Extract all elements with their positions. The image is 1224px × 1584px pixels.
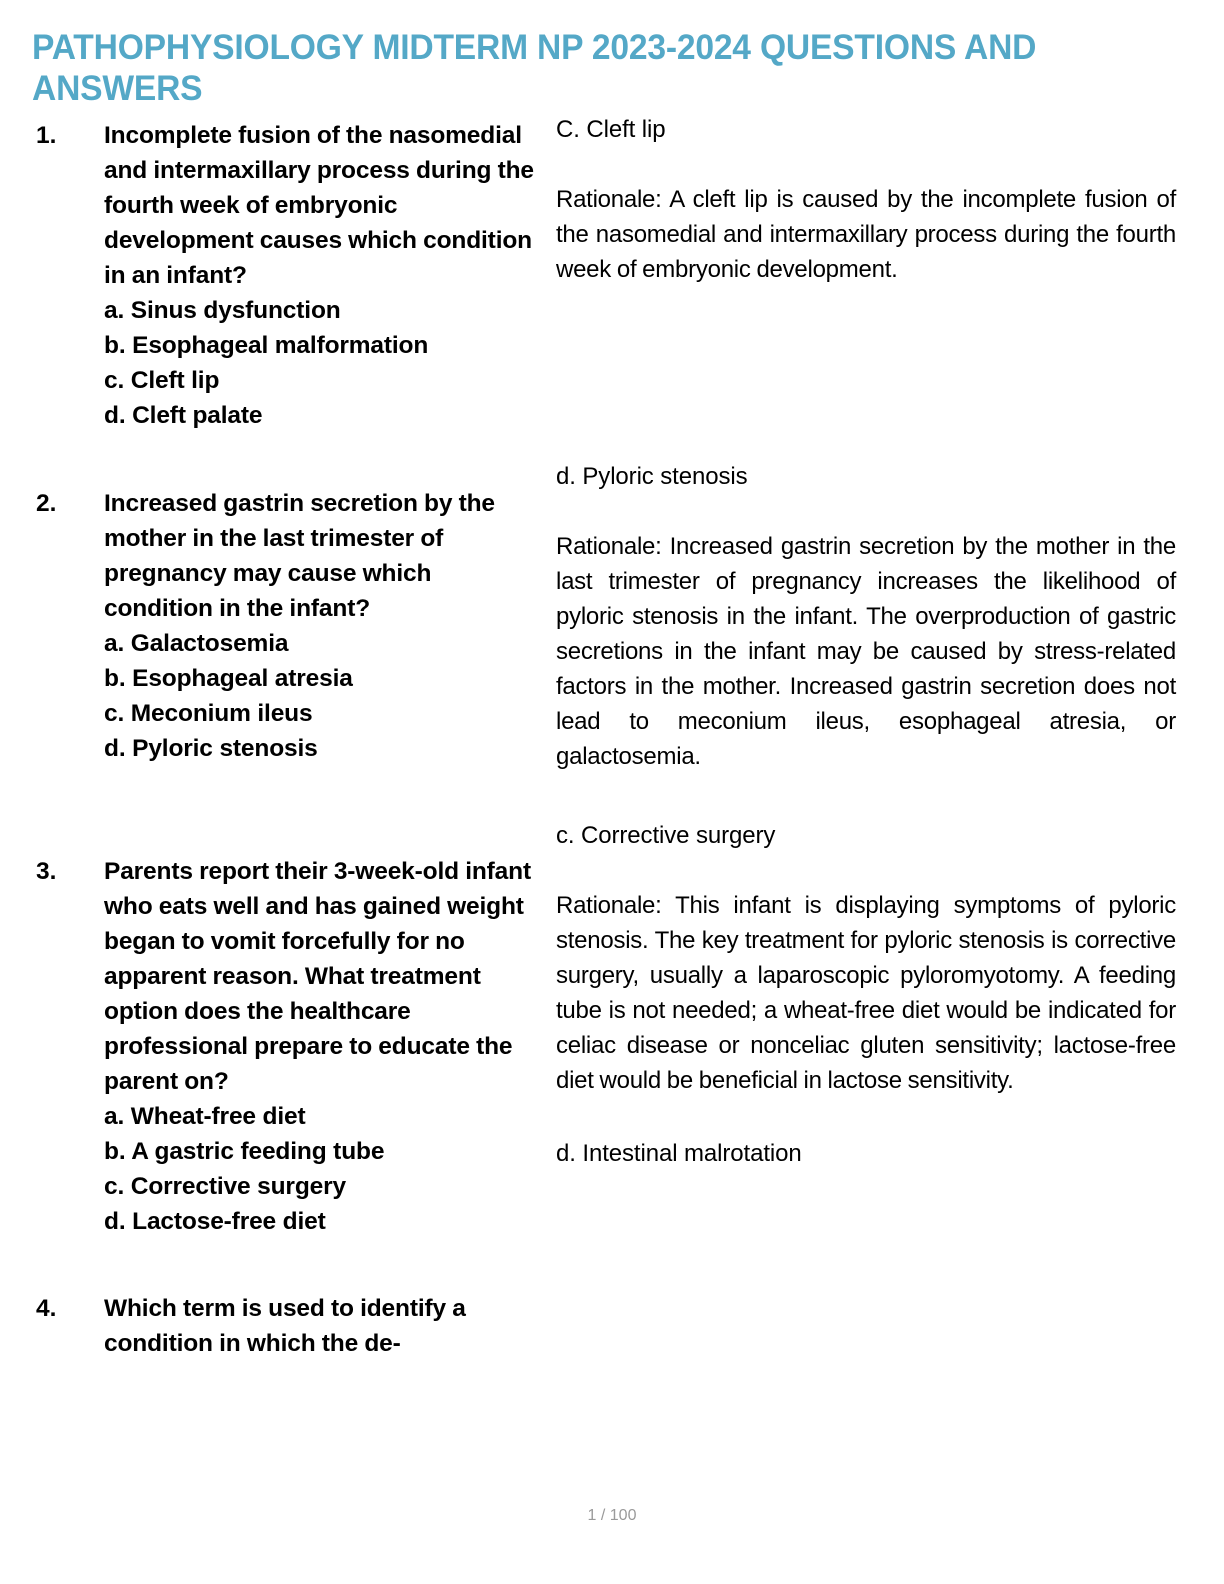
option-c[interactable]: c. Meconium ileus <box>104 700 313 727</box>
question-options <box>104 1099 544 1239</box>
option-d[interactable]: d. Pyloric stenosis <box>104 735 318 762</box>
answers-column <box>556 104 1176 1171</box>
answer-key: d. Pyloric stenosis <box>556 463 748 490</box>
questions-column <box>36 104 544 1361</box>
option-c[interactable]: c. Cleft lip <box>104 367 220 394</box>
answer-rationale: Rationale: This infant is displaying symptoms of pyloric stenosis. The key treatment for pyloric stenosis is corrective surgery, usually a laparoscopic pyloromyotomy. A feeding tube is not needed; a wheat-free diet would be indicated for celiac disease or nonceliac gluten sensitivity; lactose-free diet would be beneficial in lactose sensitivity. <box>556 892 1176 1094</box>
option-d[interactable]: d. Lactose-free diet <box>104 1208 326 1235</box>
question-number: 3. <box>36 858 57 885</box>
question-stem: Incomplete fusion of the nasomedial and intermaxillary process during the fourth week of embryonic development causes which condition in an infant? <box>104 122 534 289</box>
option-b[interactable]: b. A gastric feeding tube <box>104 1138 385 1165</box>
question-stem: Parents report their 3-week-old infant who eats well and has gained weight began to vomit forcefully for no apparent reason. What treatment option does the healthcare professional prepare to educate the parent on? <box>104 858 531 1095</box>
question-body <box>104 486 544 766</box>
spacer <box>556 494 1176 529</box>
answer-item <box>556 112 1176 287</box>
question-body <box>104 118 544 433</box>
option-b[interactable]: b. Esophageal atresia <box>104 665 353 692</box>
question-stem: Increased gastrin secretion by the mother in the last trimester of pregnancy may cause which condition in the infant? <box>104 490 495 622</box>
answer-key: d. Intestinal malrotation <box>556 1140 802 1167</box>
answer-key: c. Corrective surgery <box>556 822 776 849</box>
answer-key: C. Cleft lip <box>556 116 666 143</box>
answer-item <box>556 818 1176 1098</box>
option-a[interactable]: a. Wheat-free diet <box>104 1103 306 1130</box>
option-a[interactable]: a. Sinus dysfunction <box>104 297 341 324</box>
option-b[interactable]: b. Esophageal malformation <box>104 332 429 359</box>
answer-item <box>556 1136 1176 1171</box>
question-item <box>36 1291 544 1361</box>
question-number: 1. <box>36 122 57 149</box>
question-item <box>36 118 544 433</box>
answer-item <box>556 459 1176 774</box>
question-item <box>36 854 544 1239</box>
question-options <box>104 626 544 766</box>
question-body <box>104 1291 544 1361</box>
spacer <box>556 853 1176 888</box>
question-number: 4. <box>36 1295 57 1322</box>
spacer <box>556 147 1176 182</box>
page-title: PATHOPHYSIOLOGY MIDTERM NP 2023-2024 QUESTIONS AND ANSWERS <box>32 28 1037 109</box>
page-footer: 1 / 100 <box>587 1507 637 1524</box>
question-number: 2. <box>36 490 57 517</box>
answer-rationale: Rationale: Increased gastrin secretion by the mother in the last trimester of pregnancy increases the likelihood of pyloric stenosis in the infant. The overproduction of gastric secretions in the infant may be caused by stress-related factors in the mother. Increased gastrin secretion does not lead to meconium ileus, esophageal atresia, or galactosemia. <box>556 533 1176 770</box>
question-stem: Which term is used to identify a condition in which the de- <box>104 1295 466 1357</box>
answer-rationale: Rationale: A cleft lip is caused by the incomplete fusion of the nasomedial and intermaxillary process during the fourth week of embryonic development. <box>556 186 1176 283</box>
question-options <box>104 293 544 433</box>
question-body <box>104 854 544 1239</box>
question-item <box>36 486 544 766</box>
option-a[interactable]: a. Galactosemia <box>104 630 289 657</box>
option-c[interactable]: c. Corrective surgery <box>104 1173 346 1200</box>
option-d[interactable]: d. Cleft palate <box>104 402 263 429</box>
